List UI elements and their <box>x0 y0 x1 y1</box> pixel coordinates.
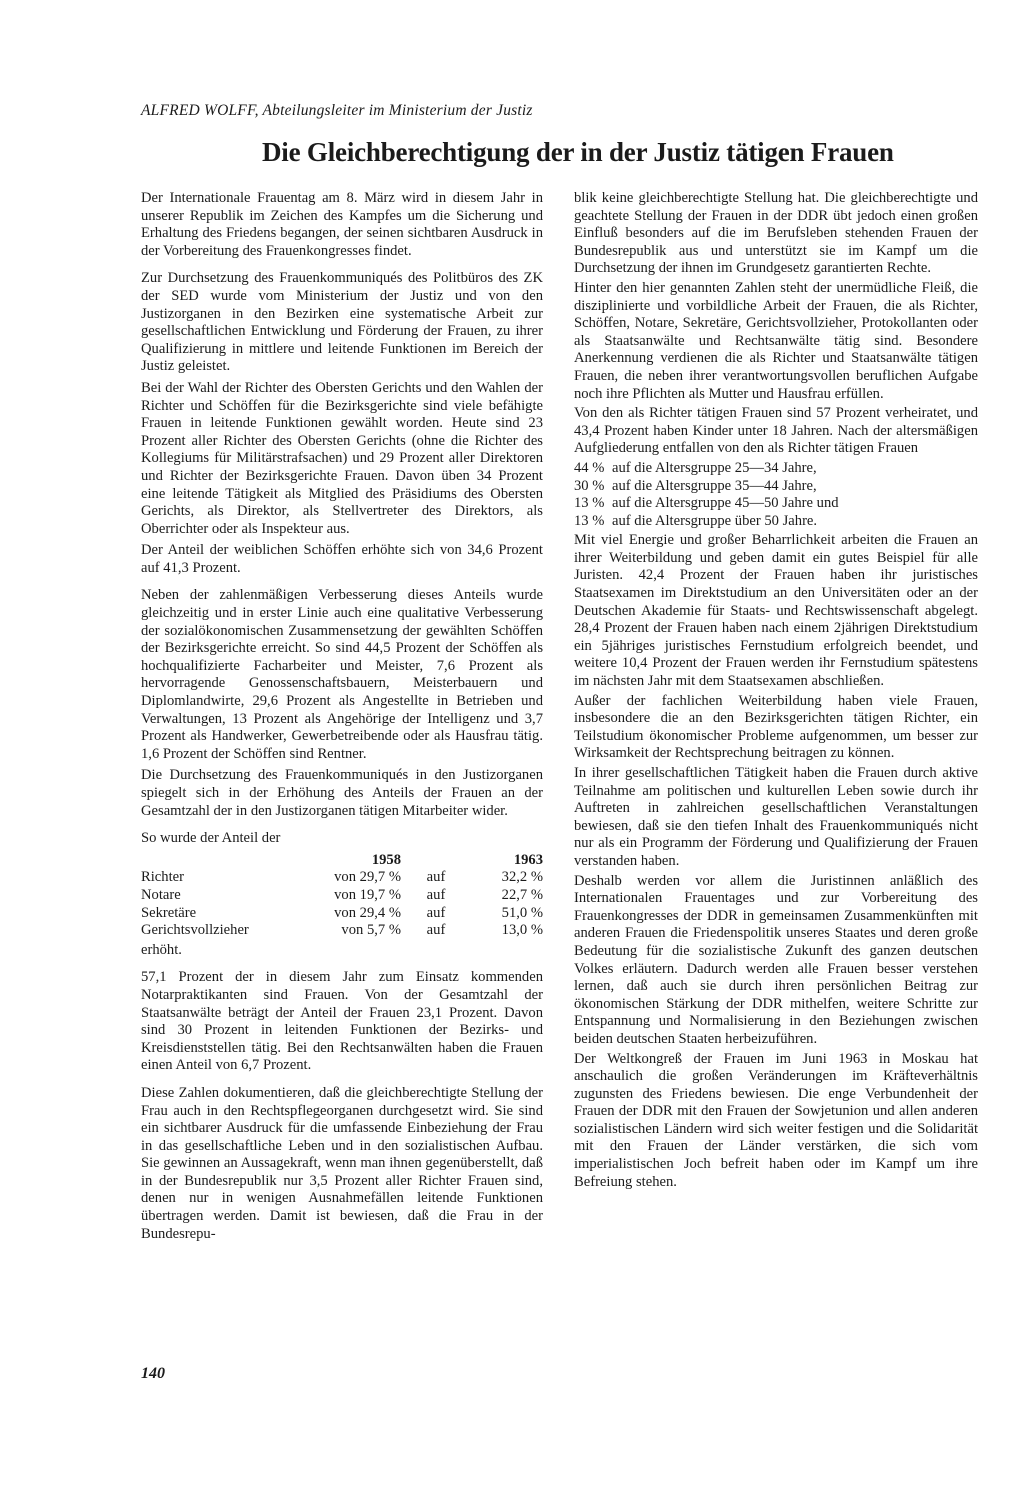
value-to: 51,0 % <box>501 904 543 921</box>
von-word: von <box>334 886 356 903</box>
auf-word: auf <box>426 922 446 939</box>
age-percent: 13 % <box>574 512 605 529</box>
age-percent: 44 % <box>574 459 605 476</box>
value-to: 32,2 % <box>501 869 543 886</box>
women-share-table <box>141 852 543 940</box>
body-paragraph: Der Internationale Frauentag am 8. März wird in diesem Jahr in unserer Republik im Zeichen des Kampfes um die Sicherung und Erhaltung des Friedens begangen, der seinen sichtbaren Ausdruck in der Vorbereitung des Frauenkongresses findet. <box>141 190 543 259</box>
year-from-header: 1958 <box>371 851 401 868</box>
table-row <box>141 922 543 940</box>
left-column <box>141 190 543 1253</box>
table-row <box>141 905 543 923</box>
body-paragraph: Diese Zahlen dokumentieren, daß die gleichberechtigte Stellung der Frau auch in den Rechtspflegeorganen durchgesetzt wird. Sie sind ein sichtbarer Ausdruck für die umfassende Einbeziehung der Frau in das gesellschaftliche Leben und in den sozialistischen Aufbau. Sie gewinnen an Aussagekraft, wenn man ihnen gegenüberstellt, daß in der Bundesrepublik nur 3,5 Prozent aller Richter Frauen sind, denen nur in wenigen Ausnahmefällen leitende Funktionen übertragen werden. Damit ist bewiesen, daß die Frau in der Bundesrepu- <box>141 1084 543 1242</box>
age-percent: 13 % <box>574 495 605 512</box>
list-item <box>574 513 978 531</box>
category-cell: Richter <box>141 869 184 886</box>
value-from: 29,4 % <box>359 904 401 921</box>
value-to: 22,7 % <box>501 886 543 903</box>
body-paragraph: Der Anteil der weiblichen Schöffen erhöhte sich von 34,6 Prozent auf 41,3 Prozent. <box>141 542 543 576</box>
von-word: von <box>341 922 364 939</box>
value-from: 29,7 % <box>359 869 401 886</box>
body-paragraph: Von den als Richter tätigen Frauen sind 57 Prozent verheiratet, und 43,4 Prozent haben Kinder unter 18 Jahren. Nach der altersmäßigen Aufgliederung entfallen von den als Richter tätigen Frauen <box>574 405 978 457</box>
von-word: von <box>334 869 356 886</box>
auf-word: auf <box>426 904 446 921</box>
list-item <box>574 478 978 496</box>
category-cell: Notare <box>141 886 181 903</box>
body-paragraph: Neben der zahlenmäßigen Verbesserung dieses Anteils wurde gleichzeitig und in erster Linie auch eine qualitative Verbesserung der sozialökonomischen Zusammensetzung der gewählten Schöffen der Bezirksgerichte erreicht. So sind 44,5 Prozent der Schöffen als hochqualifizierte Facharbeiter und Meister, 7,6 Prozent als hervorragende Genossenschaftsbauern, Meisterbauern und Diplomlandwirte, 29,6 Prozent als Angestellte in Betrieben und Verwaltungen, 13 Prozent als Angehörige der Intelligenz und 3,7 Prozent als Handwerker, Gewerbetreibende oder als Hausfrau tätig. 1,6 Prozent der Schöffen sind Rentner. <box>141 587 543 762</box>
age-group-list <box>574 460 978 530</box>
category-cell: Gerichtsvollzieher <box>141 922 249 939</box>
age-text: auf die Altersgruppe 25—34 Jahre, <box>612 459 817 476</box>
value-from: 5,7 % <box>366 922 401 939</box>
page-number: 140 <box>141 1365 165 1382</box>
body-paragraph: blik keine gleichberechtigte Stellung hat. Die gleichberechtigte und geachtete Stellung der Frauen in der DDR übt jedoch einen großen Einfluß besonders auf die im Berufsleben stehenden Frauen der Bundesrepublik aus und unterstützt sie im Kampf um die Durchsetzung der ihnen im Grundgesetz garantierten Rechte. <box>574 190 978 277</box>
table-header-row <box>141 852 543 870</box>
right-column <box>574 190 978 1193</box>
list-item <box>574 495 978 513</box>
body-paragraph: In ihrer gesellschaftlichen Tätigkeit haben die Frauen durch aktive Teilnahme am politischen und kulturellen Leben sowie durch ihr Auftreten in zahlreichen gesellschaftlichen Veranstaltungen bewiesen, daß sie den tiefen Inhalt des Frauenkommuniqués nicht nur als ein Programm der Förderung und Qualifizierung der Frauen verstanden haben. <box>574 765 978 869</box>
body-paragraph: Hinter den hier genannten Zahlen steht der unermüdliche Fleiß, die disziplinierte und vorbildliche Arbeit der Frauen, die als Richter, Schöffen, Notare, Sekretäre, Gerichtsvollzieher, Protokollanten oder als Staatsanwälte und Rechtsanwälte tätig sind. Besondere Anerkennung verdienen die als Richter und Staatsanwälte tätigen Frauen, die neben ihrer verantwortungsvollen beruflichen Aufgabe noch ihre Pflichten als Mutter und Hausfrau erfüllen. <box>574 279 978 402</box>
age-percent: 30 % <box>574 477 605 494</box>
age-text: auf die Altersgruppe 35—44 Jahre, <box>612 477 817 494</box>
body-paragraph: Deshalb werden vor allem die Juristinnen anläßlich des Internationalen Frauentages und zur Vorbereitung des Frauenkongresses der DDR in gemeinsamen Zusammenkünften mit anderen Frauen die Friedenspolitik unseres Staates und deren große Bedeutung für die sozialistische Zukunft des ganzen deutschen Volkes erläutern. Dadurch werden alle Frauen besser verstehen lernen, daß auch sie durch ihren persönlichen Beitrag zur ökonomischen Stärkung der DDR mithelfen, weitere Schritte zur Entspannung und Normalisierung in den Beziehungen zwischen beiden deutschen Staaten herbeizuführen. <box>574 872 978 1047</box>
value-to: 13,0 % <box>501 922 543 939</box>
body-paragraph: Der Weltkongreß der Frauen im Juni 1963 in Moskau hat anschaulich die großen Veränderungen im Kräfteverhältnis zugunsten des Friedens bewiesen. Die enge Verbundenheit der Frauen der DDR mit den Frauen der Sowjetunion und allen anderen sozialistischen Ländern wird sich weiter festigen und die Solidarität mit den Frauen der Länder verstärken, die sich vom imperialistischen Joch befreit haben oder im Kampf um ihre Befreiung stehen. <box>574 1050 978 1190</box>
table-row <box>141 869 543 887</box>
body-paragraph: Zur Durchsetzung des Frauenkommuniqués des Politbüros des ZK der SED wurde vom Ministerium der Justiz und von den Justizorganen in den Bezirken eine systematische Arbeit zur gesellschaftlichen Entwicklung und Förderung der Frauen, zu ihrer Qualifizierung in mittlere und leitende Funktionen im Bereich der Justiz geleistet. <box>141 270 543 375</box>
body-paragraph: Außer der fachlichen Weiterbildung haben viele Frauen, insbesondere die an den Bezirksgerichten tätigen Richter, ein Teilstudium ökonomischer Probleme aufgenommen, um besser zur Wirksamkeit der Rechtsprechung beitragen zu können. <box>574 692 978 762</box>
body-paragraph: Bei der Wahl der Richter des Obersten Gerichts und den Wahlen der Richter und Schöffen für die Bezirksgerichte sind viele befähigte Frauen in leitende Funktionen gewählt worden. Heute sind 23 Prozent aller Richter des Obersten Gerichts (ohne die Richter des Kollegiums für Militärstrafsachen) und 29 Prozent aller Direktoren und Richter der Bezirksgerichte Frauen. Davon üben 34 Prozent eine leitende Tätigkeit als Mitglied des Präsidiums des Obersten Gerichts, als Direktor, als Stellvertreter des Direktors, als Oberrichter oder als Inspekteur aus. <box>141 379 543 537</box>
age-text: auf die Altersgruppe über 50 Jahre. <box>612 512 818 529</box>
body-paragraph: Die Durchsetzung des Frauenkommuniqués in den Justizorganen spiegelt sich in der Erhöhung des Anteils der Frauen an der Gesamtzahl der in den Justizorganen tätigen Mitarbeiter wider. <box>141 767 543 819</box>
table-intro: So wurde der Anteil der <box>141 830 281 847</box>
age-text: auf die Altersgruppe 45—50 Jahre und <box>612 495 839 512</box>
category-cell: Sekretäre <box>141 904 197 921</box>
list-item <box>574 460 978 478</box>
body-paragraph: 57,1 Prozent der in diesem Jahr zum Einsatz kommenden Notarpraktikanten sind Frauen. Von der Gesamtzahl der Staatsanwälte beträgt der Anteil der Frauen 23,1 Prozent. Davon sind 30 Prozent in leitenden Funktionen der Bezirks- und Kreisdienststellen tätig. Bei den Rechtsanwälten haben die Frauen einen Anteil von 6,7 Prozent. <box>141 969 543 1074</box>
article-headline: Die Gleichberechtigung der in der Justiz tätigen Frauen <box>262 137 894 167</box>
year-to-header: 1963 <box>513 851 543 868</box>
auf-word: auf <box>426 886 446 903</box>
body-paragraph: Mit viel Energie und großer Beharrlichkeit arbeiten die Frauen an ihrer Weiterbildung und geben damit ein gutes Beispiel für alle Juristen. 42,4 Prozent der Frauen haben ihr juristisches Staatsexamen im Direktstudium an den Universitäten oder an der Deutschen Akademie für Staats- und Rechtswissenschaft abgelegt. 28,4 Prozent der Frauen haben nach einem 2jährigen Direktstudium ein 5jähriges juristisches Fernstudium erfolgreich beendet, und weitere 10,4 Prozent der Frauen werden ihr Fernstudium spätestens im nächsten Jahr mit dem Staatsexamen abschließen. <box>574 532 978 690</box>
table-row <box>141 887 543 905</box>
value-from: 19,7 % <box>359 886 401 903</box>
table-after: erhöht. <box>141 941 182 958</box>
von-word: von <box>334 904 356 921</box>
author-byline: ALFRED WOLFF, Abteilungsleiter im Ministerium der Justiz <box>141 102 533 119</box>
auf-word: auf <box>426 869 446 886</box>
